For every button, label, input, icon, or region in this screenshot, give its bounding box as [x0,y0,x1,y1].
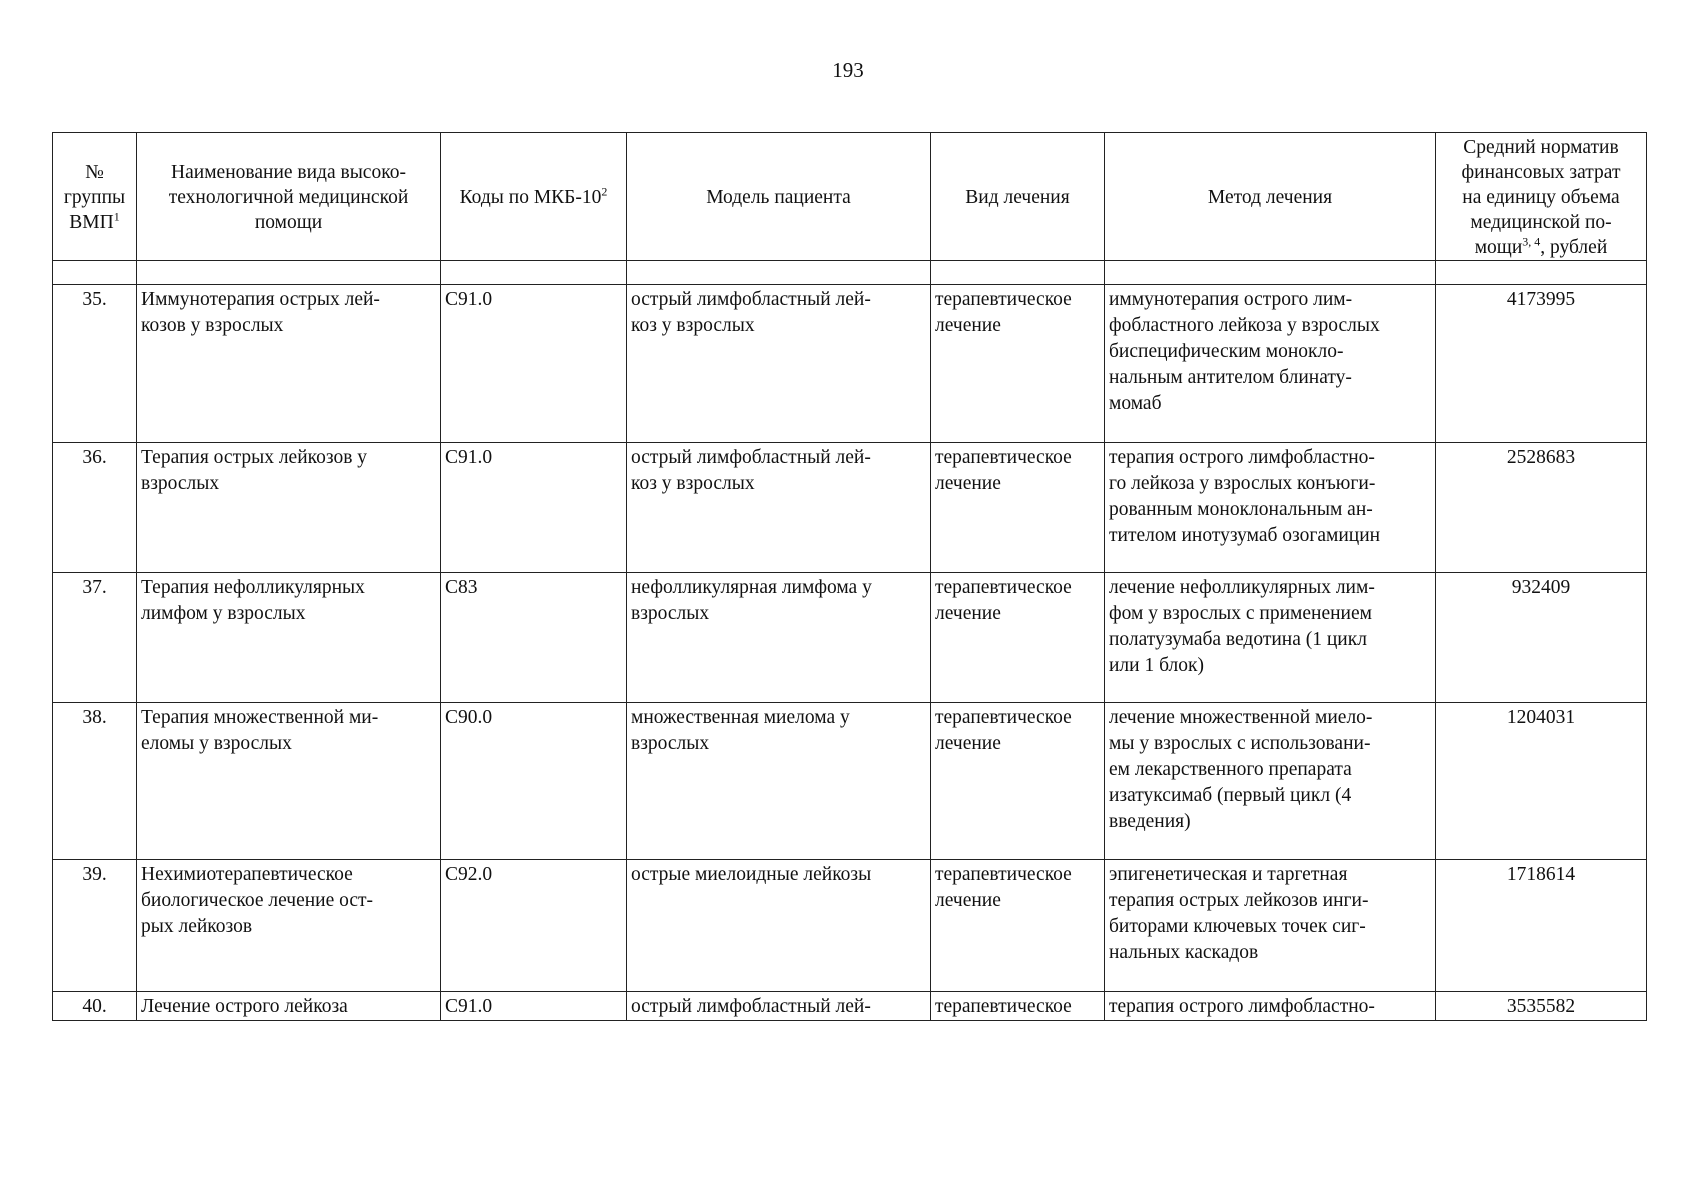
row-care-name: Нехимиотерапевтическое биологическое лечение ост- рых лейкозов [137,860,441,992]
row-cost: 1718614 [1436,860,1647,992]
row-cost: 2528683 [1436,443,1647,573]
row-patient-model: острый лимфобластный лей- коз у взрослых [627,285,931,443]
row-care-name: Терапия нефолликулярных лимфом у взрослых [137,573,441,703]
row-care-name: Иммунотерапия острых лей- козов у взрослых [137,285,441,443]
table-header-row [53,133,1647,261]
header-patient-model: Модель пациента [627,133,931,261]
row-patient-model: острый лимфобластный лей- [627,992,931,1021]
row-icd-code: C92.0 [441,860,627,992]
row-number: 40. [53,992,137,1021]
table-row [53,443,1647,573]
table-row [53,285,1647,443]
vmp-table [52,132,1647,1021]
row-care-name: Лечение острого лейкоза [137,992,441,1021]
footnote-marker: 3, 4 [1522,234,1541,249]
row-treatment-kind: терапевтическое лечение [931,285,1105,443]
row-care-name: Терапия острых лейкозов у взрослых [137,443,441,573]
row-icd-code: C91.0 [441,992,627,1021]
row-number: 37. [53,573,137,703]
row-treatment-kind: терапевтическое лечение [931,573,1105,703]
header-num-line: № [85,162,104,183]
row-number: 36. [53,443,137,573]
row-treatment-method: иммунотерапия острого лим- фобластного лейкоза у взрослых биспецифическим монокло- нальным антителом блинату- момаб [1105,285,1436,443]
header-treatment-method: Метод лечения [1105,133,1436,261]
page-number: 193 [832,58,864,82]
row-patient-model: острый лимфобластный лей- коз у взрослых [627,443,931,573]
header-num-line: группы [63,187,126,208]
row-cost: 3535582 [1436,992,1647,1021]
table-row [53,703,1647,860]
header-cost-line: финансовых затрат [1461,162,1621,183]
row-icd-code: C91.0 [441,285,627,443]
row-treatment-method: эпигенетическая и таргетная терапия острых лейкозов инги- биторами ключевых точек сиг- нальных каскадов [1105,860,1436,992]
row-patient-model: острые миелоидные лейкозы [627,860,931,992]
row-number: 38. [53,703,137,860]
header-icd-codes [441,133,627,261]
row-treatment-kind: терапевтическое [931,992,1105,1021]
row-patient-model: множественная миелома у взрослых [627,703,931,860]
header-codes-label: Коды по МКБ-10 [459,187,602,208]
table-row [53,992,1647,1021]
row-icd-code: C83 [441,573,627,703]
row-treatment-kind: терапевтическое лечение [931,703,1105,860]
row-icd-code: C91.0 [441,443,627,573]
table-spacer-row [53,261,1647,285]
row-treatment-method: лечение множественной миело- мы у взрослых с использовани- ем лекарственного препарата изатуксимаб (первый цикл (4 введения) [1105,703,1436,860]
row-treatment-method: терапия острого лимфобластно- [1105,992,1436,1021]
header-name-line: Наименование вида высоко- [171,162,406,183]
row-number: 39. [53,860,137,992]
header-care-type-name [137,133,441,261]
header-cost-line: Средний норматив [1463,137,1619,158]
row-cost: 932409 [1436,573,1647,703]
header-name-line: помощи [254,212,323,233]
header-cost-line: мощи [1474,237,1523,258]
header-group-number [53,133,137,261]
header-cost-norm [1436,133,1647,261]
row-treatment-kind: терапевтическое лечение [931,443,1105,573]
footnote-marker: 1 [113,209,120,224]
row-number: 35. [53,285,137,443]
row-treatment-method: лечение нефолликулярных лим- фом у взрослых с применением полатузумаба ведотина (1 цикл или 1 блок) [1105,573,1436,703]
footnote-marker: 2 [601,184,608,199]
row-cost: 1204031 [1436,703,1647,860]
row-patient-model: нефолликулярная лимфома у взрослых [627,573,931,703]
header-cost-line: на единицу объема [1462,187,1620,208]
table-row [53,860,1647,992]
header-num-line: ВМП [69,212,114,233]
row-icd-code: C90.0 [441,703,627,860]
row-treatment-kind: терапевтическое лечение [931,860,1105,992]
header-name-line: технологичной медицинской [168,187,409,208]
header-cost-line: медицинской по- [1470,212,1612,233]
row-cost: 4173995 [1436,285,1647,443]
row-care-name: Терапия множественной ми- еломы у взрослых [137,703,441,860]
table-row [53,573,1647,703]
row-treatment-method: терапия острого лимфобластно- го лейкоза у взрослых конъюги- рованным моноклональным ан- тителом инотузумаб озогамицин [1105,443,1436,573]
header-treatment-kind: Вид лечения [931,133,1105,261]
header-cost-line: , рублей [1540,237,1608,258]
